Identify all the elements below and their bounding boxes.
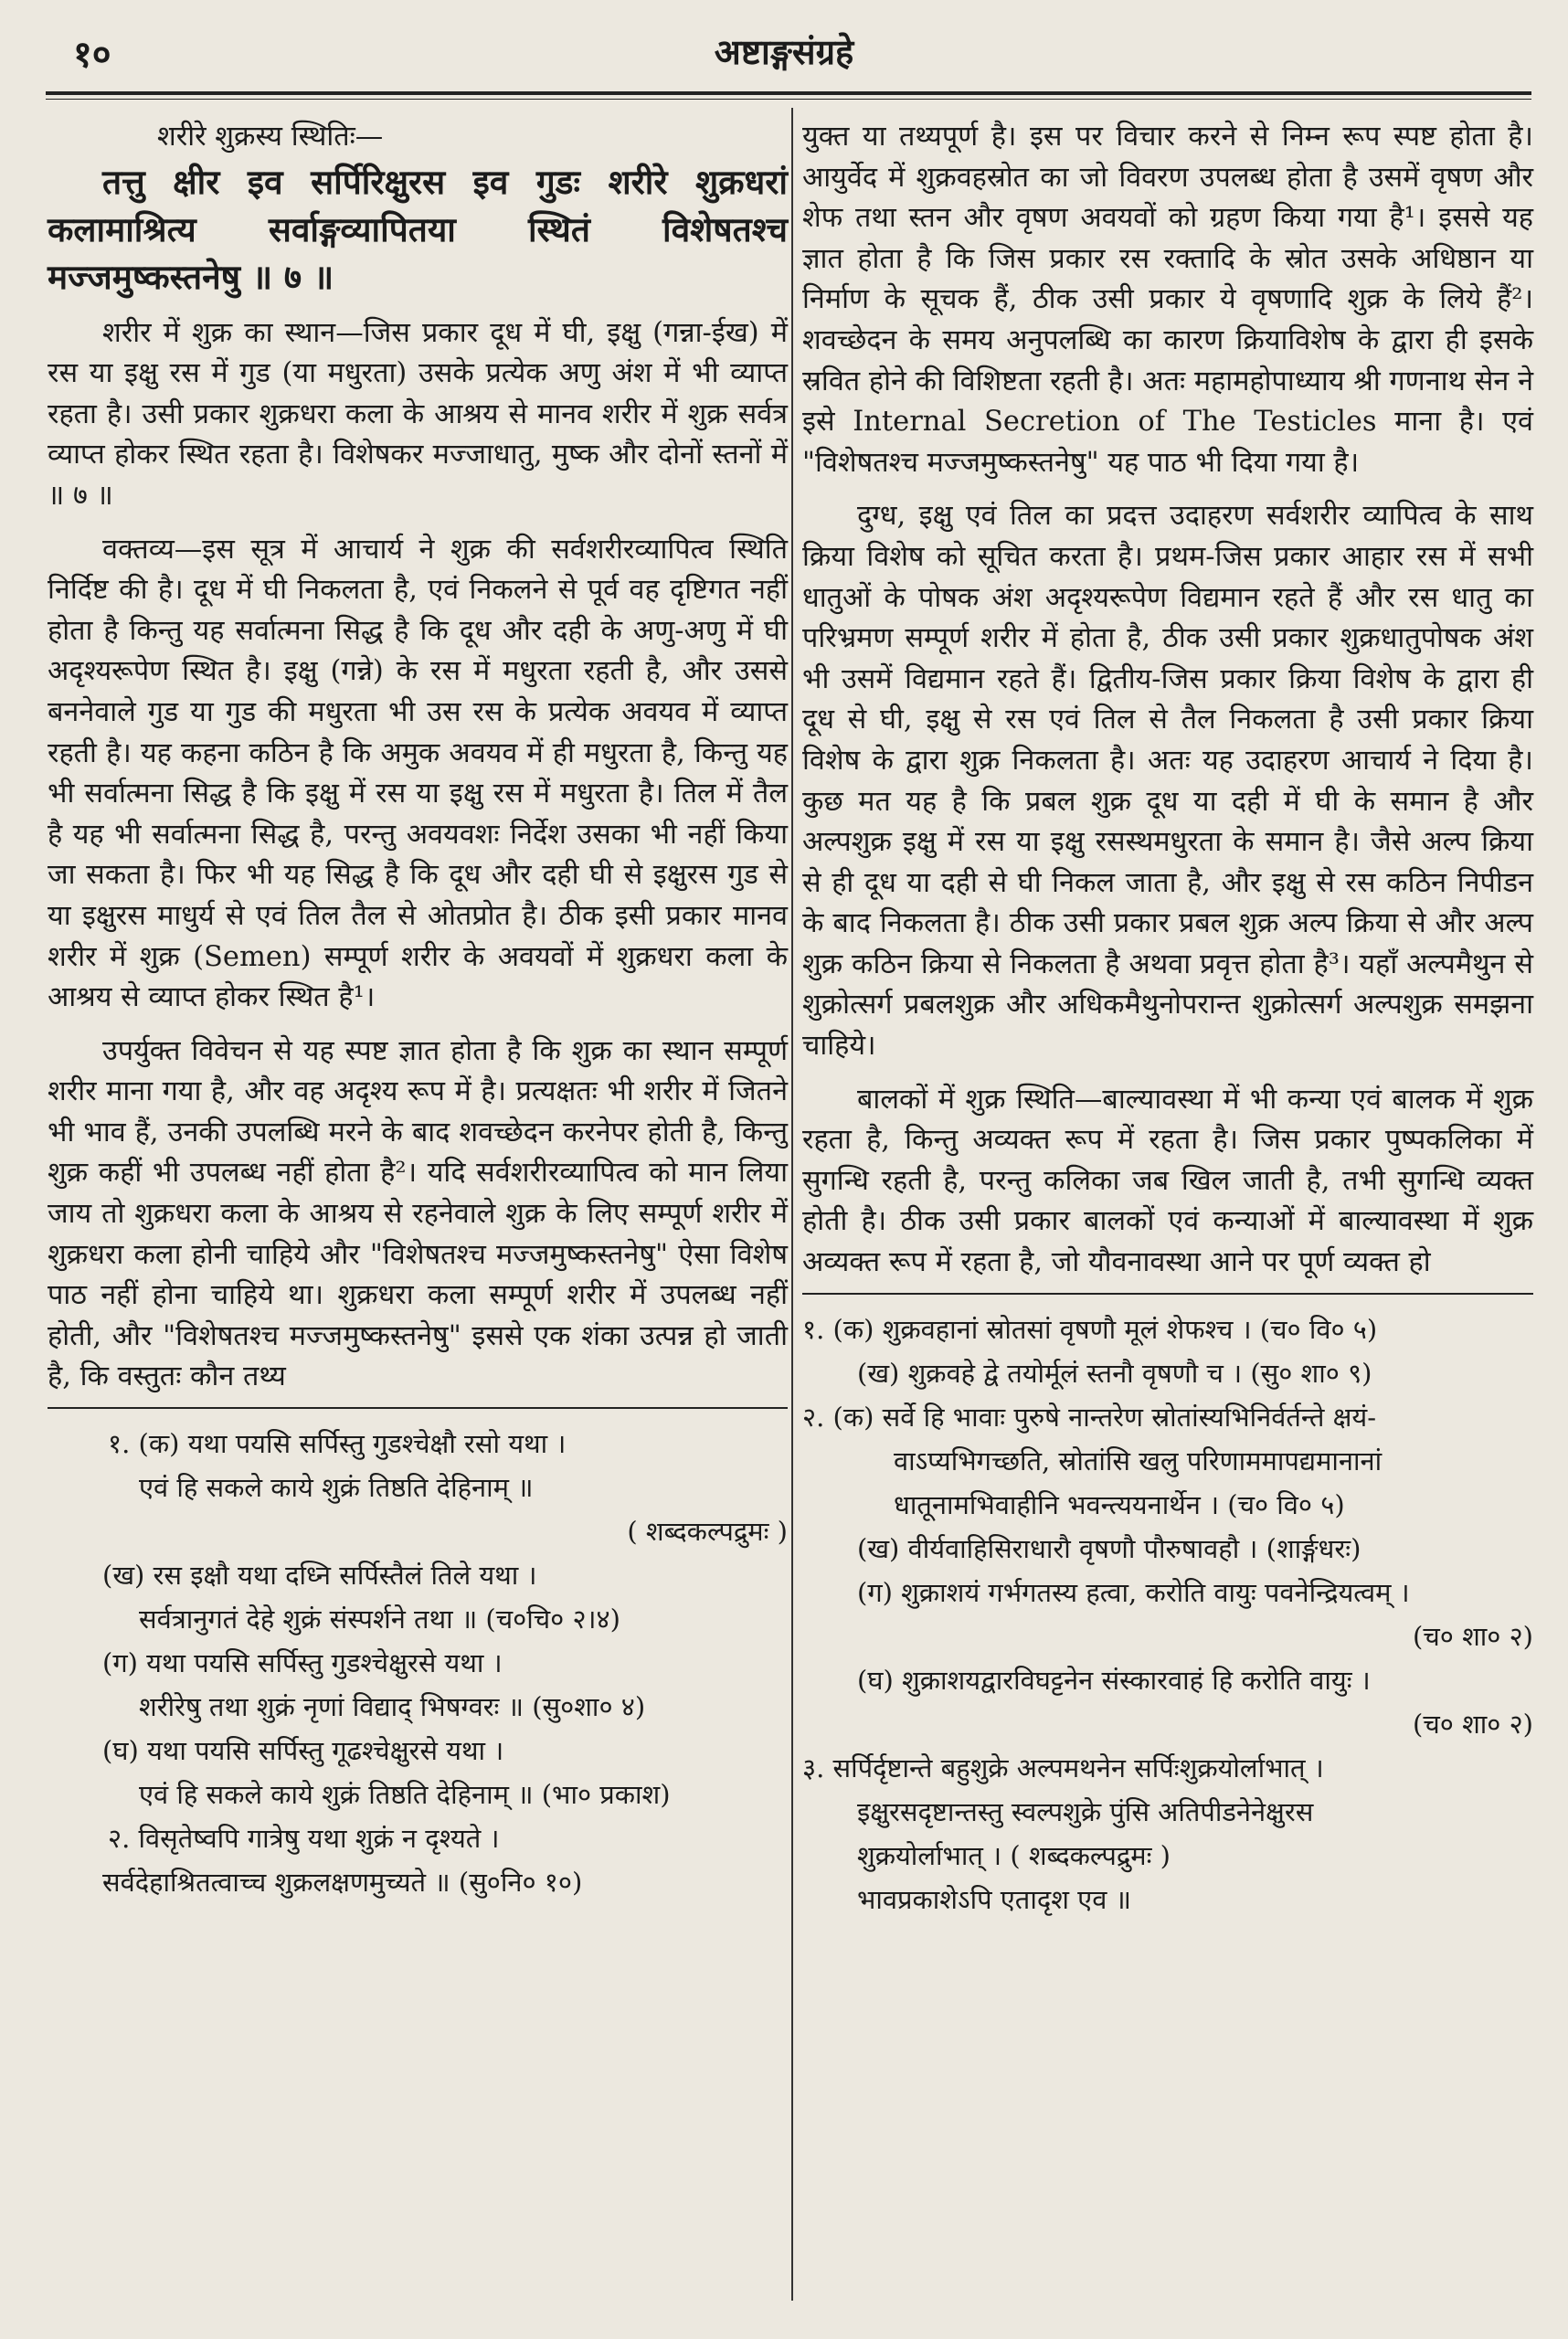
commentary-paragraph: वक्तव्य—इस सूत्र में आचार्य ने शुक्र की सर्वशरीरव्यापित्व स्थिति निर्दिष्ट की है। दूध में घी निकलता है, एवं निकलने से पूर्व वह दृष्टिगत नहीं होता है किन्तु यह सर्वात्मना सिद्ध है कि दूध और दही के अणु-अणु में घी अदृश्यरूपेण स्थित है। इक्षु (गन्ने) के रस में मधुरता रहती है, और उससे बननेवाले गुड या गुड की मधुरता भी उस रस के प्रत्येक अवयव में व्याप्त रहती है। यह कहना कठिन है कि अमुक अवयव में ही मधुरता है, किन्तु यह भी सर्वात्मना सिद्ध है कि इक्षु में रस या इक्षु रस में मधुरता है। तिल में तैल है यह भी सर्वात्मना सिद्ध है, परन्तु अवयवशः निर्देश उसका भी नहीं किया जा सकता है। फिर भी यह सिद्ध है कि दूध और दही घी से इक्षुरस गुड से या इक्षुरस माधुर्य से एवं तिल तैल से ओतप्रोत है। ठीक इसी प्रकार मानव शरीर में शुक्र (Semen) सम्पूर्ण शरीर के अवयवों में शुक्रधरा कला के आश्रय से व्याप्त होकर स्थित है¹। — [48, 533, 789, 1014]
footnote-line: २. (क) सर्वे हि भावाः पुरुषे नान्तरेण स्रोतांस्यभिनिर्वर्तन्ते क्षयं- — [802, 1401, 1377, 1433]
right-footnotes — [802, 1307, 1533, 1921]
footnote-line: २. विसृतेष्वपि गात्रेषु यथा शुक्रं न दृश्यते । — [108, 1823, 500, 1855]
footnote-line: ३. सर्पिर्दृष्टान्ते बहुशुक्रे अल्पमथनेन सर्पिःशुक्रयोर्लाभात् । — [802, 1752, 1324, 1783]
footnote-line: १. (क) शुक्रवहानां स्रोतसां वृषणौ मूलं शेफश्च । (च० वि० ५) — [802, 1313, 1378, 1345]
footnote-line: एवं हि सकले काये शुक्रं तिष्ठति देहिनाम् ॥ (भा० प्रकाश) — [139, 1779, 671, 1811]
footnote-line: (घ) शुक्राशयद्वारविघट्टनेन संस्कारवाहं हि करोति वायुः । — [857, 1664, 1371, 1696]
continued-paragraph: युक्त या तथ्यपूर्ण है। इस पर विचार करने से निम्न रूप स्पष्ट होता है। आयुर्वेद में शुक्रवहस्रोत का जो विवरण उपलब्ध होता है उसमें वृषण और शेफ तथा स्तन और वृषण अवयवों को ग्रहण किया गया है¹। इससे यह ज्ञात होता है कि जिस प्रकार रस रक्तादि के स्रोत उसके अधिष्ठान या निर्माण के सूचक हैं, ठीक उसी प्रकार ये वृषणादि शुक्र के लिये हैं²। शवच्छेदन के समय अनुपलब्धि का कारण क्रियाविशेष के द्वारा ही इसके स्रवित होने की विशिष्टता रहती है। अतः महामहोपाध्याय श्री गणनाथ सेन ने इसे Internal Secretion of The Testicles माना है। एवं "विशेषतश्च मज्जमुष्कस्तनेषु" यह पाठ भी दिया गया है। — [802, 121, 1533, 479]
footnote-line: एवं हि सकले काये शुक्रं तिष्ठति देहिनाम् ॥ — [139, 1472, 534, 1504]
commentary-paragraph-2: उपर्युक्त विवेचन से यह स्पष्ट ज्ञात होता है कि शुक्र का स्थान सम्पूर्ण शरीर माना गया है, और वह अदृश्य रूप में है। प्रत्यक्षतः भी शरीर में जितने भी भाव हैं, उनकी उपलब्धि मरने के बाद शवच्छेदन करनेपर होती है, किन्तु शुक्र कहीं भी उपलब्ध नहीं होता है²। यदि सर्वशरीरव्यापित्व को मान लिया जाय तो शुक्रधरा कला के आश्रय से रहनेवाले शुक्र के लिए सम्पूर्ण शरीर में शुक्रधरा कला होनी चाहिये और "विशेषतश्च मज्जमुष्कस्तनेषु" ऐसा विशेष पाठ नहीं होना चाहिये था। शुक्रधरा कला सम्पूर्ण शरीर में उपलब्ध नहीं होती, और "विशेषतश्च मज्जमुष्कस्तनेषु" इससे एक शंका उत्पन्न हो जाती है, कि वस्तुतः कौन तथ्य — [48, 1034, 788, 1393]
running-head: अष्टाङ्गसंग्रहे — [714, 31, 854, 72]
column-divider — [791, 108, 793, 2301]
footnote-line: शुक्रयोर्लाभात् । ( शब्दकल्पद्रुमः ) — [857, 1839, 1171, 1871]
left-column — [48, 117, 788, 1904]
section-heading: शरीरे शुक्रस्य स्थितिः— — [157, 121, 384, 153]
footnote-rule — [802, 1293, 1533, 1295]
footnote-rule — [48, 1407, 788, 1409]
footnote-line: १. (क) यथा पयसि सर्पिस्तु गुडश्चेक्षौ रसो यथा । — [108, 1428, 567, 1460]
footnote-source: (च० शा० २) — [1413, 1620, 1533, 1652]
page-number: १० — [73, 33, 111, 76]
footnote-source: ( शब्दकल्पद्रुमः ) — [627, 1516, 788, 1548]
right-column — [802, 117, 1533, 1921]
footnote-source: (च० शा० २) — [1413, 1708, 1533, 1740]
footnote-line: (ग) शुक्राशयं गर्भगतस्य हत्वा, करोति वायुः पवनेन्द्रियत्वम् । — [857, 1576, 1410, 1608]
commentary-paragraph-3: दुग्ध, इक्षु एवं तिल का प्रदत्त उदाहरण सर्वशरीर व्यापित्व के साथ क्रिया विशेष को सूचित करता है। प्रथम-जिस प्रकार आहार रस में सभी धातुओं के पोषक अंश अदृश्यरूपेण विद्यमान रहते हैं और रस धातु का परिभ्रमण सम्पूर्ण शरीर में होता है, ठीक उसी प्रकार शुक्रधातुपोषक अंश भी उसमें विद्यमान रहते हैं। द्वितीय-जिस प्रकार क्रिया विशेष के द्वारा ही दूध से घी, इक्षु से रस एवं तिल से तैल निकलता है उसी प्रकार क्रिया विशेष के द्वारा शुक्र निकलता है। अतः यह उदाहरण आचार्य ने दिया है। कुछ मत यह है कि प्रबल शुक्र दूध या दही में घी के समान है और अल्पशुक्र इक्षु में रस या इक्षु रसस्थमधुरता के समान है। जैसे अल्प क्रिया से ही दूध या दही से घी निकल जाता है, और इक्षु से रस कठिन निपीडन के बाद निकलता है। ठीक उसी प्रकार प्रबल शुक्र अल्प क्रिया से और अल्प शुक्र कठिन क्रिया से निकलता है अथवा प्रवृत्त होता है³। यहाँ अल्पमैथुन से शुक्रोत्सर्ग प्रबलशुक्र और अधिकमैथुनोपरान्त शुक्रोत्सर्ग अल्पशुक्र समझना चाहिये। — [802, 500, 1533, 1063]
left-footnotes — [48, 1422, 788, 1904]
footnote-line: (ख) शुक्रवहे द्वे तयोर्मूलं स्तनौ वृषणौ च । (सु० शा० ९) — [857, 1357, 1372, 1389]
footnote-line: (ख) रस इक्षौ यथा दध्नि सर्पिस्तैलं तिले यथा । — [102, 1560, 537, 1592]
footnote-line: धातूनामभिवाहीनि भवन्त्ययनार्थेन । (च० वि० ५) — [894, 1488, 1345, 1520]
footnote-line: शरीरेषु तथा शुक्रं नृणां विद्याद् भिषग्वरः ॥ (सु०शा० ४) — [139, 1691, 646, 1723]
footnote-line: (घ) यथा पयसि सर्पिस्तु गूढश्चेक्षुरसे यथा । — [102, 1735, 504, 1767]
footnote-line: सर्वत्रानुगतं देहे शुक्रं संस्पर्शने तथा ॥ (च०चि० २।४) — [139, 1603, 620, 1635]
footnote-line: वाऽप्यभिगच्छति, स्रोतांसि खलु परिणाममापद्यमानानां — [894, 1445, 1383, 1476]
footnote-line: इक्षुरसदृष्टान्तस्तु स्वल्पशुक्रे पुंसि अतिपीडनेनेक्षुरस — [857, 1795, 1314, 1827]
footnote-line: भावप्रकाशेऽपि एतादृश एव ॥ — [857, 1883, 1131, 1915]
header-rule-thin — [46, 99, 1531, 100]
footnote-line: (ग) यथा पयसि सर्पिस्तु गुडश्चेक्षुरसे यथा । — [102, 1647, 503, 1679]
footnote-line: सर्वदेहाश्रितत्वाच्च शुक्रलक्षणमुच्यते ॥ (सु०नि० १०) — [102, 1867, 583, 1899]
page-header — [46, 20, 1522, 84]
footnote-line: (ख) वीर्यवाहिसिराधारौ वृषणौ पौरुषावहौ । (शार्ङ्गधरः) — [857, 1532, 1361, 1564]
children-semen-paragraph: बालकों में शुक्र स्थिति—बाल्यावस्था में भी कन्या एवं बालक में शुक्र रहता है, किन्तु अव्यक्त रूप में रहता है। जिस प्रकार पुष्पकलिका में सुगन्धि रहती है, परन्तु कलिका जब खिल जाती है, तभी सुगन्धि व्यक्त होती है। ठीक उसी प्रकार बालकों एवं कन्याओं में बाल्यावस्था में शुक्र अव्यक्त रूप में रहता है, जो यौवनावस्था आने पर पूर्ण व्यक्त हो — [802, 1083, 1533, 1279]
header-rule — [46, 91, 1531, 95]
translation-paragraph: शरीर में शुक्र का स्थान—जिस प्रकार दूध में घी, इक्षु (गन्ना-ईख) में रस या इक्षु रस में गुड (या मधुरता) उसके प्रत्येक अणु अंश में भी व्याप्त रहता है। उसी प्रकार शुक्रधरा कला के आश्रय से मानव शरीर में शुक्र सर्वत्र व्याप्त होकर स्थित रहता है। विशेषकर मज्जाधातु, मुष्क और दोनों स्तनों में ॥ ७ ॥ — [48, 316, 788, 512]
sutra-verse: तत्तु क्षीर इव सर्पिरिक्षुरस इव गुडः शरीरे शुक्रधरां कलामाश्रित्य सर्वाङ्गव्यापितया स्थितं विशेषतश्च मज्जमुष्कस्तनेषु ॥ ७ ॥ — [48, 161, 788, 297]
